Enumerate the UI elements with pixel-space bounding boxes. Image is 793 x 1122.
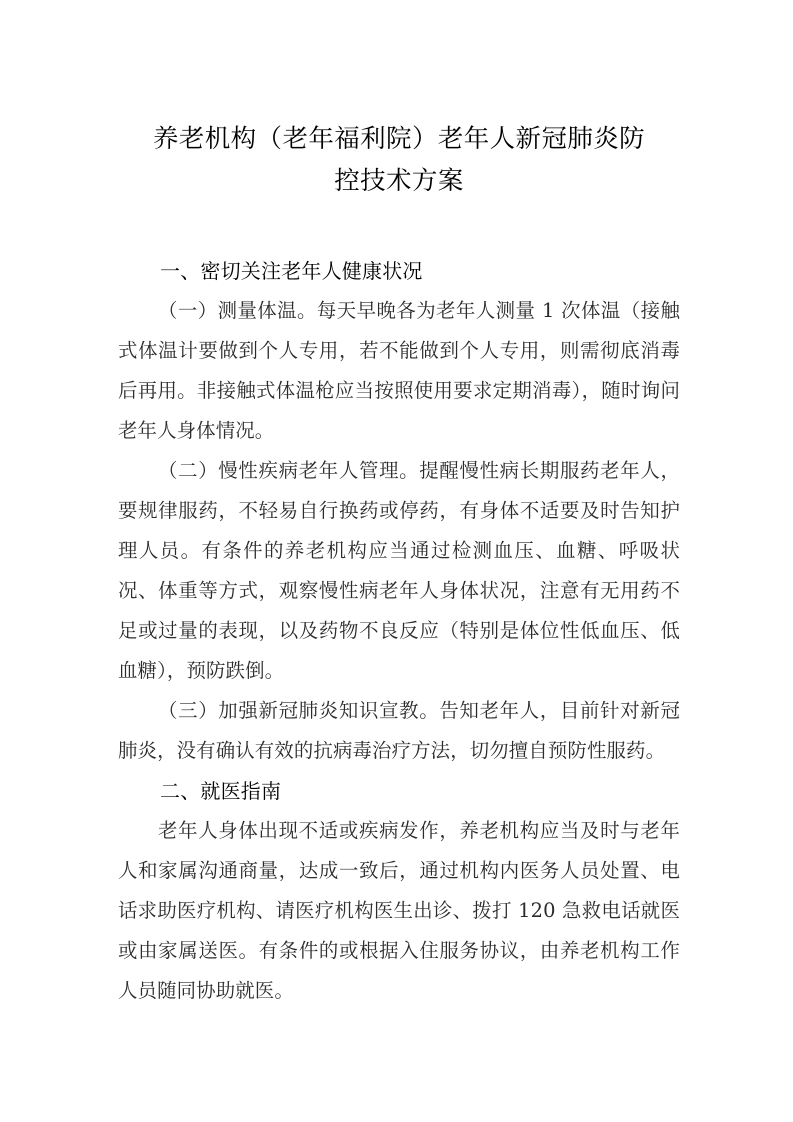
page-title-line-2: 控技术方案 <box>334 166 464 196</box>
section-1-paragraph-3: （三）加强新冠肺炎知识宣教。告知老年人，目前针对新冠肺炎，没有确认有效的抗病毒治疗方法，切勿擅自预防性服药。 <box>118 699 680 762</box>
section-2-paragraph-1: 老年人身体出现不适或疾病发作，养老机构应当及时与老年人和家属沟通商量，达成一致后，通过机构内医务人员处置、电话求助医疗机构、请医疗机构医生出诊、拨打 120 急救电话就医或由家属送医。有条件的或根据入住服务协议，由养老机构工作人员随同协助就医。 <box>118 819 680 1002</box>
section-heading-2: 二、就医指南 <box>160 779 282 803</box>
section-heading-1: 一、密切关注老年人健康状况 <box>160 259 423 283</box>
section-1-paragraph-1: （一）测量体温。每天早晚各为老年人测量 1 次体温（接触式体温计要做到个人专用，若不能做到个人专用，则需彻底消毒后再用。非接触式体温枪应当按照使用要求定期消毒），随时询问老年人身体情况。 <box>118 299 680 442</box>
section-1-paragraph-2: （二）慢性疾病老年人管理。提醒慢性病长期服药老年人，要规律服药，不轻易自行换药或停药，有身体不适要及时告知护理人员。有条件的养老机构应当通过检测血压、血糖、呼吸状况、体重等方式，观察慢性病老年人身体状况，注意有无用药不足或过量的表现，以及药物不良反应（特别是体位性低血压、低血糖），预防跌倒。 <box>118 459 680 682</box>
title-spacer <box>118 202 680 251</box>
page-title <box>118 118 680 202</box>
page-title-line-1: 养老机构（老年福利院）老年人新冠肺炎防 <box>152 124 646 154</box>
